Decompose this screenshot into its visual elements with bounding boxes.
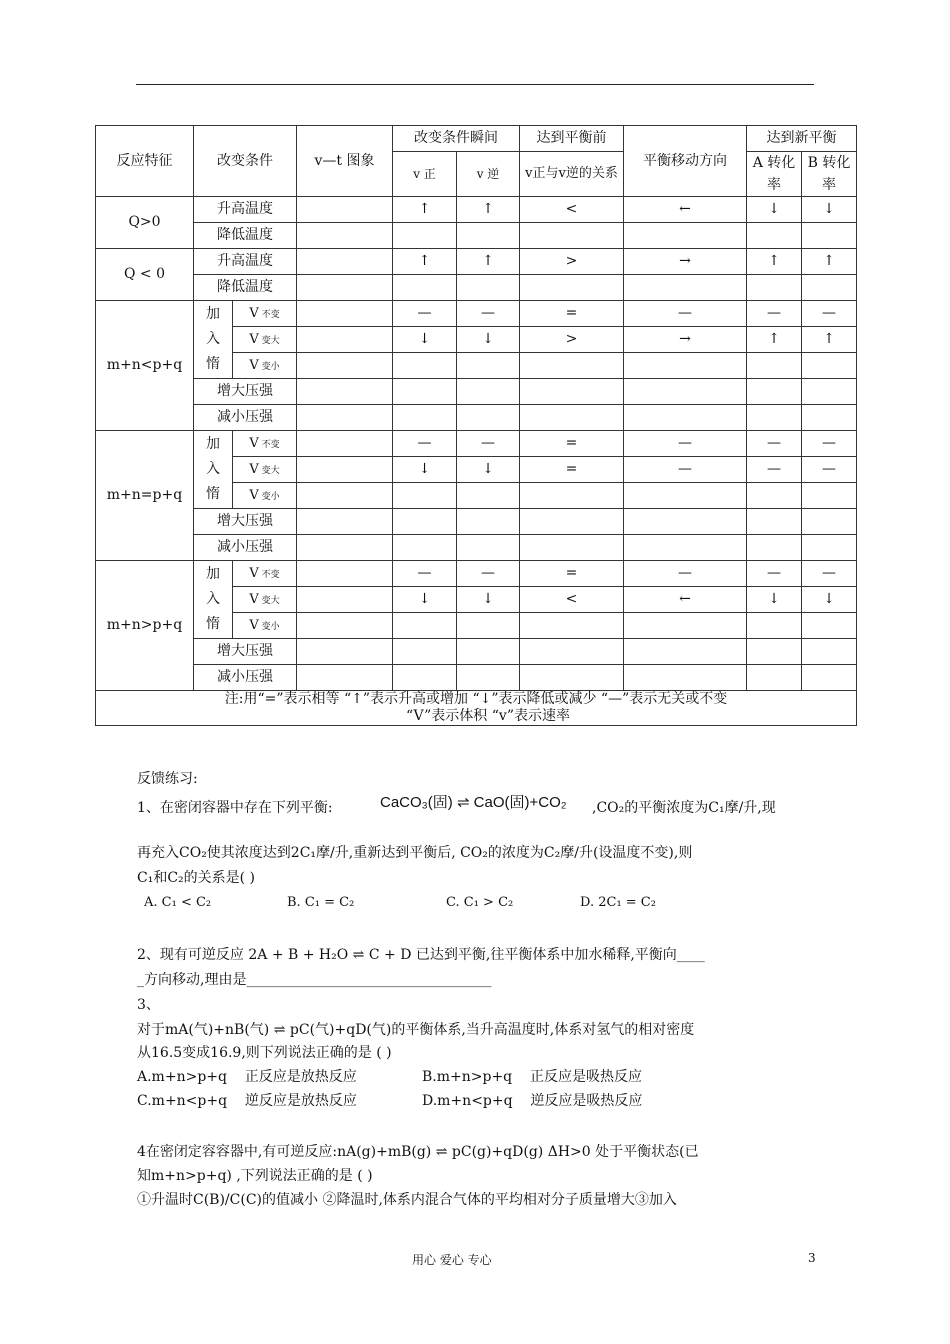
header-reaction-feature: 反应特征	[96, 126, 194, 197]
relation-cell	[520, 353, 624, 379]
shift-direction-cell: —	[624, 431, 747, 457]
pressure-condition-cell: 减小压强	[194, 405, 297, 431]
a-conversion-cell: ↓	[747, 197, 802, 223]
table-row	[96, 197, 857, 223]
q4-line3: ①升温时C(B)/C(C)的值减小 ②降温时,体系内混合气体的平均相对分子质量增大③加入	[137, 1192, 677, 1208]
q1-line1-post: ,CO₂的平衡浓度为C₁摩/升,现	[592, 800, 776, 816]
footer-motto: 用心 爱心 专心	[412, 1253, 492, 1267]
vt-image-cell	[297, 561, 393, 587]
relation-cell	[520, 379, 624, 405]
header-relation: v正与v逆的关系	[520, 152, 624, 197]
relation-cell	[520, 483, 624, 509]
vt-image-cell	[297, 197, 393, 223]
vt-image-cell	[297, 613, 393, 639]
header-instant: 改变条件瞬间	[393, 126, 520, 152]
reaction-feature-cell: Q>0	[96, 197, 194, 249]
header-v-forward: v 正	[393, 152, 457, 197]
q3-option-c: C.m+n<p+q 逆反应是放热反应	[137, 1093, 357, 1109]
vt-image-cell	[297, 587, 393, 613]
b-conversion-cell: —	[802, 457, 857, 483]
v-forward-cell	[393, 509, 457, 535]
volume-condition-cell: V 不变	[233, 431, 297, 457]
vt-image-cell	[297, 639, 393, 665]
volume-condition-cell: V 变大	[233, 587, 297, 613]
v-reverse-cell	[457, 223, 520, 249]
vt-image-cell	[297, 353, 393, 379]
v-forward-cell: —	[393, 561, 457, 587]
q1-option-b: B. C₁ = C₂	[287, 895, 355, 910]
inert-gas-cell: 加 入 惰	[194, 431, 233, 509]
a-conversion-cell: —	[747, 561, 802, 587]
a-conversion-cell	[747, 535, 802, 561]
header-new-equilibrium: 达到新平衡	[747, 126, 857, 152]
condition-cell: 降低温度	[194, 275, 297, 301]
table-row	[96, 223, 857, 249]
q3-number: 3、	[137, 997, 160, 1013]
b-conversion-cell	[802, 613, 857, 639]
b-conversion-cell: ↓	[802, 587, 857, 613]
volume-condition-cell: V 不变	[233, 561, 297, 587]
a-conversion-cell: ↑	[747, 249, 802, 275]
q4-line1: 4在密闭定容容器中,有可逆反应:nA(g)+mB(g) ⇌ pC(g)+qD(g) ΔH>0 处于平衡状态(已	[137, 1144, 699, 1160]
q3-line1: 对于mA(气)+nB(气) ⇌ pC(气)+qD(气)的平衡体系,当升高温度时,体系对氢气的相对密度	[137, 1022, 695, 1038]
v-forward-cell	[393, 639, 457, 665]
v-reverse-cell	[457, 275, 520, 301]
shift-direction-cell: —	[624, 301, 747, 327]
inert-gas-cell: 加 入 惰	[194, 561, 233, 639]
pressure-condition-cell: 增大压强	[194, 639, 297, 665]
volume-condition-cell: V 变小	[233, 613, 297, 639]
condition-cell: 降低温度	[194, 223, 297, 249]
v-reverse-cell	[457, 405, 520, 431]
q1-line1-pre: 1、在密闭容器中存在下列平衡:	[137, 800, 333, 816]
b-conversion-cell: —	[802, 431, 857, 457]
b-conversion-cell: ↑	[802, 327, 857, 353]
q3-option-b: B.m+n>p+q 正反应是吸热反应	[422, 1069, 642, 1085]
b-conversion-cell: ↓	[802, 197, 857, 223]
v-reverse-cell: ↑	[457, 197, 520, 223]
reaction-feature-cell: Q < 0	[96, 249, 194, 301]
vt-image-cell	[297, 431, 393, 457]
shift-direction-cell	[624, 353, 747, 379]
shift-direction-cell	[624, 613, 747, 639]
pressure-condition-cell: 增大压强	[194, 379, 297, 405]
header-b-conversion: B 转化率	[802, 152, 857, 197]
pressure-condition-cell: 减小压强	[194, 535, 297, 561]
a-conversion-cell: ↓	[747, 587, 802, 613]
shift-direction-cell	[624, 665, 747, 691]
vt-image-cell	[297, 249, 393, 275]
a-conversion-cell: —	[747, 301, 802, 327]
shift-direction-cell: →	[624, 249, 747, 275]
relation-cell: =	[520, 431, 624, 457]
v-reverse-cell	[457, 483, 520, 509]
a-conversion-cell	[747, 483, 802, 509]
vt-image-cell	[297, 223, 393, 249]
q3-option-a: A.m+n>p+q 正反应是放热反应	[137, 1069, 357, 1085]
shift-direction-cell	[624, 223, 747, 249]
pressure-condition-cell: 减小压强	[194, 665, 297, 691]
header-vt-image: v—t 图象	[297, 126, 393, 197]
volume-condition-cell: V 变大	[233, 457, 297, 483]
v-forward-cell	[393, 353, 457, 379]
vt-image-cell	[297, 405, 393, 431]
header-a-conversion: A 转化率	[747, 152, 802, 197]
v-forward-cell	[393, 275, 457, 301]
b-conversion-cell	[802, 639, 857, 665]
shift-direction-cell: —	[624, 457, 747, 483]
relation-cell	[520, 509, 624, 535]
q1-option-a: A. C₁ < C₂	[144, 895, 212, 910]
v-reverse-cell: ↑	[457, 249, 520, 275]
pressure-condition-cell: 增大压强	[194, 509, 297, 535]
table-row	[96, 535, 857, 561]
reaction-feature-cell: m+n>p+q	[96, 561, 194, 691]
b-conversion-cell	[802, 535, 857, 561]
v-forward-cell	[393, 223, 457, 249]
shift-direction-cell: ←	[624, 587, 747, 613]
a-conversion-cell	[747, 509, 802, 535]
volume-condition-cell: V 变小	[233, 353, 297, 379]
table-row	[96, 665, 857, 691]
q1-line3: C₁和C₂的关系是( )	[137, 870, 256, 886]
table-row	[96, 509, 857, 535]
vt-image-cell	[297, 665, 393, 691]
relation-cell: >	[520, 327, 624, 353]
volume-condition-cell: V 变大	[233, 327, 297, 353]
v-forward-cell	[393, 405, 457, 431]
vt-image-cell	[297, 275, 393, 301]
page-number: 3	[808, 1251, 816, 1265]
relation-cell: <	[520, 587, 624, 613]
volume-condition-cell: V 变小	[233, 483, 297, 509]
v-forward-cell	[393, 613, 457, 639]
a-conversion-cell	[747, 379, 802, 405]
vt-image-cell	[297, 327, 393, 353]
a-conversion-cell	[747, 275, 802, 301]
a-conversion-cell	[747, 665, 802, 691]
q2-line1: 2、现有可逆反应 2A + B + H₂O ⇌ C + D 已达到平衡,往平衡体系中加水稀释,平衡向____	[137, 947, 705, 963]
relation-cell: =	[520, 457, 624, 483]
v-forward-cell: ↓	[393, 457, 457, 483]
q1-reaction-formula: CaCO₃(固) ⇌ CaO(固)+CO₂	[380, 794, 567, 811]
v-reverse-cell	[457, 639, 520, 665]
q2-line2: _方向移动,理由是___________________________________	[137, 972, 492, 988]
shift-direction-cell	[624, 405, 747, 431]
header-v-reverse: v 逆	[457, 152, 520, 197]
shift-direction-cell	[624, 639, 747, 665]
b-conversion-cell	[802, 353, 857, 379]
reaction-feature-cell: m+n<p+q	[96, 301, 194, 431]
vt-image-cell	[297, 483, 393, 509]
note-line-1: 注:用“=”表示相等 “↑”表示升高或增加 “↓”表示降低或减少 “—”表示无关或不变	[224, 691, 728, 707]
table-row	[96, 379, 857, 405]
q1-line2: 再充入CO₂使其浓度达到2C₁摩/升,重新达到平衡后, CO₂的浓度为C₂摩/升(设温度不变),则	[137, 845, 693, 861]
b-conversion-cell	[802, 275, 857, 301]
a-conversion-cell	[747, 639, 802, 665]
vt-image-cell	[297, 301, 393, 327]
v-reverse-cell	[457, 613, 520, 639]
b-conversion-cell	[802, 379, 857, 405]
table-row	[96, 249, 857, 275]
relation-cell	[520, 223, 624, 249]
vt-image-cell	[297, 457, 393, 483]
v-forward-cell: ↓	[393, 587, 457, 613]
a-conversion-cell: ↑	[747, 327, 802, 353]
a-conversion-cell: —	[747, 457, 802, 483]
header-before-equilibrium: 达到平衡前	[520, 126, 624, 152]
reaction-feature-cell: m+n=p+q	[96, 431, 194, 561]
q4-line2: 知m+n>p+q) ,下列说法正确的是 ( )	[137, 1168, 373, 1184]
relation-cell	[520, 405, 624, 431]
a-conversion-cell	[747, 353, 802, 379]
equilibrium-table	[95, 125, 857, 726]
v-reverse-cell: ↓	[457, 327, 520, 353]
v-forward-cell: ↑	[393, 197, 457, 223]
vt-image-cell	[297, 535, 393, 561]
header-shift-direction: 平衡移动方向	[624, 126, 747, 197]
v-reverse-cell	[457, 379, 520, 405]
shift-direction-cell: ←	[624, 197, 747, 223]
header-change-condition: 改变条件	[194, 126, 297, 197]
relation-cell	[520, 665, 624, 691]
q1-option-d: D. 2C₁ = C₂	[580, 895, 656, 910]
shift-direction-cell	[624, 379, 747, 405]
note-line-2: “V”表示体积 “v”表示速率	[405, 707, 570, 724]
relation-cell	[520, 275, 624, 301]
relation-cell	[520, 613, 624, 639]
b-conversion-cell: ↑	[802, 249, 857, 275]
relation-cell: =	[520, 301, 624, 327]
q3-option-d: D.m+n<p+q 逆反应是吸热反应	[422, 1093, 643, 1109]
table-row	[96, 431, 857, 457]
relation-cell: >	[520, 249, 624, 275]
b-conversion-cell: —	[802, 561, 857, 587]
shift-direction-cell	[624, 483, 747, 509]
vt-image-cell	[297, 509, 393, 535]
condition-cell: 升高温度	[194, 249, 297, 275]
v-forward-cell: —	[393, 301, 457, 327]
v-reverse-cell	[457, 665, 520, 691]
v-reverse-cell: —	[457, 561, 520, 587]
v-reverse-cell	[457, 509, 520, 535]
shift-direction-cell: →	[624, 327, 747, 353]
v-forward-cell	[393, 665, 457, 691]
relation-cell	[520, 535, 624, 561]
feedback-title: 反馈练习:	[137, 771, 198, 787]
v-reverse-cell: ↓	[457, 587, 520, 613]
shift-direction-cell	[624, 275, 747, 301]
b-conversion-cell	[802, 509, 857, 535]
shift-direction-cell	[624, 509, 747, 535]
header-rule	[136, 84, 814, 85]
a-conversion-cell	[747, 613, 802, 639]
table-row	[96, 639, 857, 665]
a-conversion-cell	[747, 405, 802, 431]
q1-option-c: C. C₁ > C₂	[446, 895, 514, 910]
v-reverse-cell: ↓	[457, 457, 520, 483]
table-note	[96, 691, 857, 726]
table-row	[96, 301, 857, 327]
inert-gas-cell: 加 入 惰	[194, 301, 233, 379]
v-reverse-cell	[457, 353, 520, 379]
v-forward-cell: ↑	[393, 249, 457, 275]
q3-line2: 从16.5变成16.9,则下列说法正确的是 ( )	[137, 1045, 392, 1061]
v-reverse-cell	[457, 535, 520, 561]
relation-cell	[520, 639, 624, 665]
b-conversion-cell	[802, 483, 857, 509]
a-conversion-cell	[747, 223, 802, 249]
shift-direction-cell: —	[624, 561, 747, 587]
relation-cell: <	[520, 197, 624, 223]
table-row	[96, 275, 857, 301]
b-conversion-cell: —	[802, 301, 857, 327]
table-row	[96, 561, 857, 587]
shift-direction-cell	[624, 535, 747, 561]
b-conversion-cell	[802, 223, 857, 249]
table-row	[96, 405, 857, 431]
b-conversion-cell	[802, 665, 857, 691]
v-forward-cell	[393, 535, 457, 561]
a-conversion-cell: —	[747, 431, 802, 457]
condition-cell: 升高温度	[194, 197, 297, 223]
v-forward-cell: ↓	[393, 327, 457, 353]
v-forward-cell: —	[393, 431, 457, 457]
v-forward-cell	[393, 483, 457, 509]
volume-condition-cell: V 不变	[233, 301, 297, 327]
v-forward-cell	[393, 379, 457, 405]
v-reverse-cell: —	[457, 431, 520, 457]
b-conversion-cell	[802, 405, 857, 431]
v-reverse-cell: —	[457, 301, 520, 327]
vt-image-cell	[297, 379, 393, 405]
relation-cell: =	[520, 561, 624, 587]
